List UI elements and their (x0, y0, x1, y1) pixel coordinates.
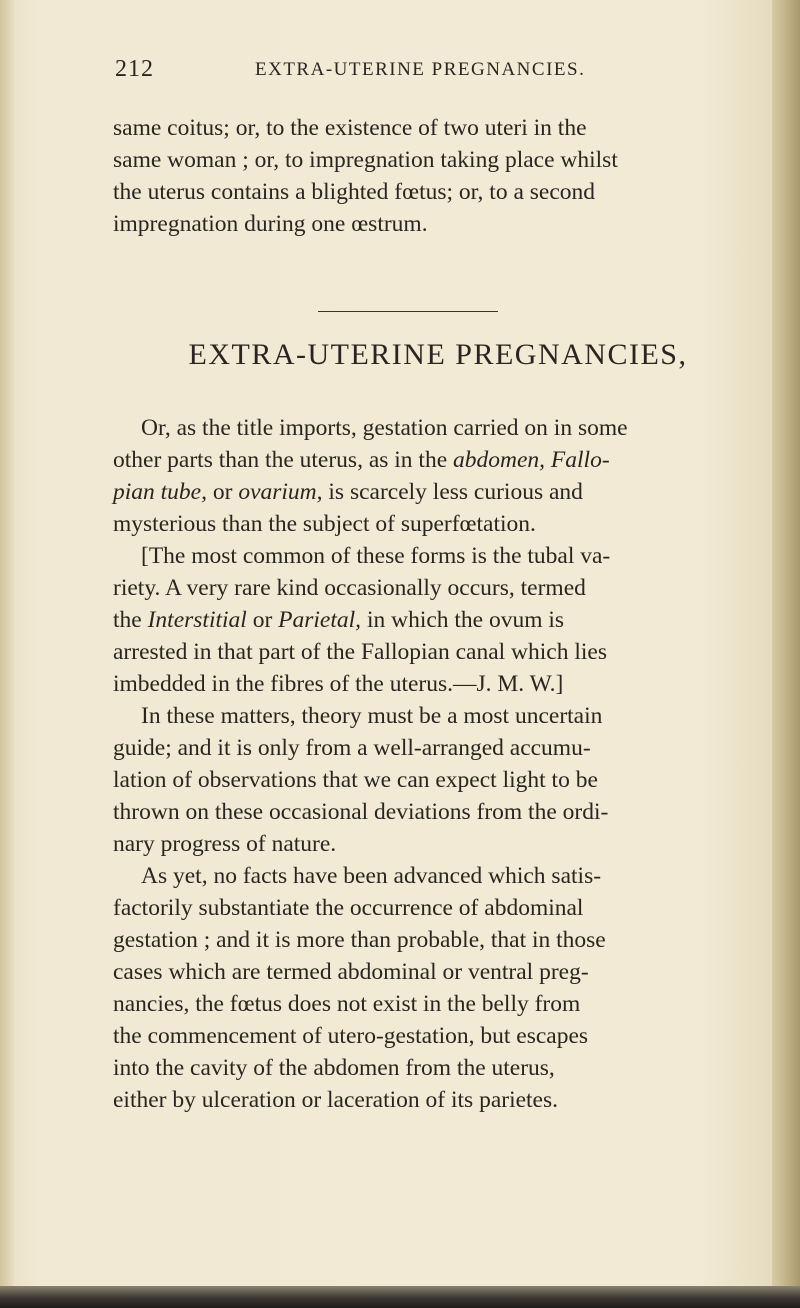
text-line: riety. A very rare kind occasionally occurs, termed (113, 575, 586, 601)
text-line: nancies, the fœtus does not exist in the belly from (113, 991, 581, 1017)
text-span: or (246, 607, 279, 633)
text-line: mysterious than the subject of superfœtation. (113, 511, 536, 537)
text-line: same coitus; or, to the existence of two uteri in the (113, 115, 587, 141)
text-span: or (207, 479, 239, 505)
italic-term: ovarium, (238, 479, 323, 505)
text-line: guide; and it is only from a well-arranged accumu- (113, 735, 591, 761)
text-line: factorily substantiate the occurrence of abdominal (113, 895, 584, 921)
page-left-edge (0, 0, 14, 1308)
text-line (113, 476, 763, 508)
text-line (113, 444, 763, 476)
text-span: is scarcely less curious and (322, 479, 583, 505)
body-text (113, 412, 763, 1116)
text-line: either by ulceration or laceration of its parietes. (113, 1087, 559, 1113)
italic-term: Interstitial (147, 607, 247, 633)
text-line: Or, as the title imports, gestation carried on in some (141, 415, 628, 441)
text-line: In these matters, theory must be a most uncertain (141, 703, 603, 729)
section-divider (318, 311, 498, 312)
text-line: the uterus contains a blighted fœtus; or, to a second (113, 179, 596, 205)
italic-term: pian tube, (113, 479, 207, 505)
intro-paragraph (113, 112, 763, 240)
text-span: the (113, 607, 148, 633)
section-heading: EXTRA-UTERINE PREGNANCIES, (188, 338, 688, 371)
running-head: EXTRA-UTERINE PREGNANCIES. (255, 59, 586, 80)
text-line: same woman ; or, to impregnation taking place whilst (113, 147, 618, 173)
text-line: As yet, no facts have been advanced which satis- (141, 863, 602, 889)
text-span: in which the ovum is (361, 607, 565, 633)
text-line: thrown on these occasional deviations from the ordi- (113, 799, 609, 825)
italic-term: Parietal, (278, 607, 362, 633)
text-line: lation of observations that we can expect light to be (113, 767, 598, 793)
page-header (115, 56, 755, 88)
text-line (113, 604, 763, 636)
text-line: gestation ; and it is more than probable, that in those (113, 927, 606, 953)
text-line: impregnation during one œstrum. (113, 211, 428, 237)
text-line: nary progress of nature. (113, 831, 337, 857)
page-number: 212 (115, 56, 154, 82)
page-gutter-shadow (772, 0, 800, 1308)
scan-bottom-edge (0, 1286, 800, 1308)
text-line: arrested in that part of the Fallopian canal which lies (113, 639, 607, 665)
text-line: cases which are termed abdominal or ventral preg- (113, 959, 589, 985)
text-line: into the cavity of the abdomen from the uterus, (113, 1055, 555, 1081)
italic-term: abdomen, Fallo- (453, 447, 610, 473)
text-line: the commencement of utero-gestation, but escapes (113, 1023, 589, 1049)
text-line: [The most common of these forms is the tubal va- (141, 543, 611, 569)
text-line: imbedded in the fibres of the uterus.—J. M. W.] (113, 671, 564, 697)
text-span: other parts than the uterus, as in the (113, 447, 454, 473)
